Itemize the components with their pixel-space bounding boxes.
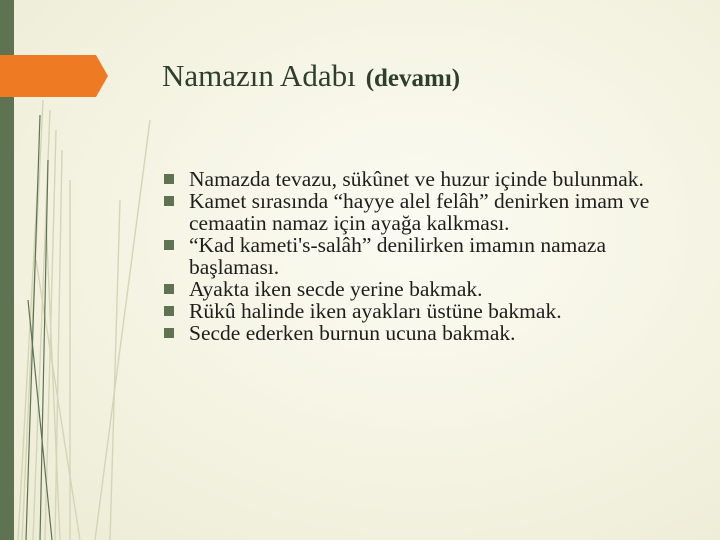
square-bullet-icon	[164, 328, 174, 338]
bullet-item	[163, 322, 683, 344]
square-bullet-icon	[164, 284, 174, 294]
bullet-text: Kamet sırasında “hayye alel felâh” denirken imam ve cemaatin namaz için ayağa kalkması.	[189, 189, 650, 235]
title-suffix: (devamı)	[365, 65, 461, 92]
bullet-item	[163, 190, 683, 234]
bullet-item	[163, 168, 683, 190]
bullet-text: Ayakta iken secde yerine bakmak.	[189, 277, 483, 301]
bullet-text: Secde ederken burnun ucuna bakmak.	[189, 321, 516, 345]
square-bullet-icon	[164, 174, 174, 184]
bullet-text: Rükû halinde iken ayakları üstüne bakmak.	[189, 299, 562, 323]
page-title	[162, 54, 460, 98]
bullet-text: “Kad kameti's-salâh” denilirken imamın namaza başlaması.	[189, 233, 606, 279]
bullet-list	[163, 168, 683, 344]
square-bullet-icon	[164, 196, 174, 206]
title-main: Namazın Adabı	[162, 58, 356, 93]
bullet-item	[163, 300, 683, 322]
bullet-item	[163, 278, 683, 300]
bullet-text: Namazda tevazu, sükûnet ve huzur içinde bulunmak.	[189, 167, 644, 191]
square-bullet-icon	[164, 240, 174, 250]
bullet-item	[163, 234, 683, 278]
title-accent-tab	[0, 55, 108, 97]
square-bullet-icon	[164, 306, 174, 316]
